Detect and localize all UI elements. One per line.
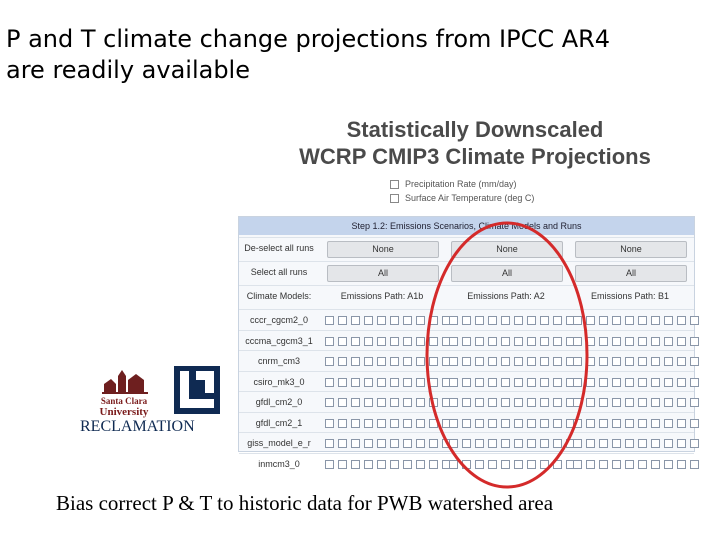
run-checkbox[interactable] [677,357,686,366]
run-checkbox[interactable] [690,337,699,346]
reclamation-wordmark: RECLAMATION [80,418,195,435]
path-a2-header: Emissions Path: A2 [467,291,545,301]
run-checkbox[interactable] [638,439,647,448]
run-checkbox[interactable] [664,316,673,325]
run-checkbox[interactable] [625,337,634,346]
run-checkbox[interactable] [599,398,608,407]
deselect-label: De-select all runs [244,243,314,253]
run-checkbox[interactable] [364,378,373,387]
run-checkbox[interactable] [651,316,660,325]
select-label: Select all runs [250,267,308,277]
slide-caption: Bias correct P & T to historic data for PWB watershed area [56,491,554,515]
run-checkbox[interactable] [351,357,360,366]
run-checkbox[interactable] [377,357,386,366]
run-checkbox[interactable] [325,419,334,428]
run-checkbox[interactable] [338,357,347,366]
model-name: giss_model_e_r [247,438,311,448]
precip-checkbox[interactable] [390,180,399,189]
run-checkbox[interactable] [403,316,412,325]
run-checkbox-group [573,337,699,346]
run-checkbox[interactable] [351,439,360,448]
run-checkbox[interactable] [338,337,347,346]
model-name: csiro_mk3_0 [253,376,305,387]
run-checkbox[interactable] [377,439,386,448]
run-checkbox[interactable] [390,378,399,387]
variable-option-temp[interactable] [390,193,534,203]
run-checkbox[interactable] [390,419,399,428]
run-checkbox[interactable] [638,378,647,387]
run-checkbox[interactable] [390,439,399,448]
run-checkbox[interactable] [651,398,660,407]
run-checkbox[interactable] [664,337,673,346]
temp-label: Surface Air Temperature (deg C) [405,193,535,203]
run-checkbox-group [573,357,699,366]
run-checkbox[interactable] [625,460,634,469]
run-checkbox[interactable] [364,419,373,428]
run-checkbox[interactable] [612,357,621,366]
run-checkbox[interactable] [364,316,373,325]
run-checkbox[interactable] [690,398,699,407]
run-checkbox[interactable] [351,419,360,428]
path-b1-header: Emissions Path: B1 [590,291,670,301]
run-checkbox[interactable] [390,337,399,346]
none-button-a2[interactable]: None [451,241,563,258]
run-checkbox[interactable] [625,316,634,325]
run-checkbox[interactable] [599,337,608,346]
run-checkbox[interactable] [625,398,634,407]
run-checkbox[interactable] [664,378,673,387]
run-checkbox[interactable] [651,337,660,346]
run-checkbox[interactable] [625,378,634,387]
run-checkbox[interactable] [403,337,412,346]
none-button-a1b[interactable]: None [327,241,439,258]
run-checkbox[interactable] [638,460,647,469]
run-checkbox[interactable] [325,398,334,407]
run-checkbox[interactable] [403,419,412,428]
run-checkbox[interactable] [364,398,373,407]
model-name: cnrm_cm3 [257,356,300,366]
run-checkbox[interactable] [338,439,347,448]
screenshot-title [255,116,695,170]
run-checkbox[interactable] [690,378,699,387]
run-checkbox[interactable] [338,316,347,325]
run-checkbox[interactable] [664,439,673,448]
run-checkbox-group [573,398,699,407]
run-checkbox[interactable] [638,398,647,407]
run-checkbox[interactable] [377,378,386,387]
run-checkbox[interactable] [364,357,373,366]
model-name: cccr_cgcm2_0 [249,315,309,325]
svg-text:University: University [99,406,149,418]
model-name: gfdl_cm2_0 [255,397,303,407]
run-checkbox[interactable] [677,419,686,428]
run-checkbox[interactable] [390,398,399,407]
run-checkbox[interactable] [664,357,673,366]
path-a1b-header: Emissions Path: A1b [340,291,424,301]
run-checkbox[interactable] [364,460,373,469]
run-checkbox[interactable] [403,378,412,387]
run-checkbox[interactable] [403,439,412,448]
run-checkbox[interactable] [690,460,699,469]
run-checkbox[interactable] [377,398,386,407]
run-checkbox[interactable] [364,337,373,346]
run-checkbox[interactable] [677,337,686,346]
santa-clara-university-logo [84,362,164,420]
run-checkbox-group [573,460,699,469]
run-checkbox[interactable] [612,337,621,346]
run-checkbox[interactable] [677,460,686,469]
run-checkbox[interactable] [651,460,660,469]
run-checkbox[interactable] [651,357,660,366]
run-checkbox[interactable] [638,316,647,325]
none-button-b1[interactable]: None [575,241,687,258]
run-checkbox[interactable] [677,378,686,387]
run-checkbox[interactable] [338,460,347,469]
run-checkbox[interactable] [390,460,399,469]
all-button-a1b[interactable]: All [327,265,439,282]
model-name: gfdl_cm2_1 [255,417,303,428]
slide-title [6,24,706,86]
slide-title-line1: P and T climate change projections from IPCC AR4 [6,25,611,53]
run-checkbox[interactable] [599,439,608,448]
precip-label: Precipitation Rate (mm/day) [405,179,517,189]
run-checkbox[interactable] [325,378,334,387]
run-checkbox[interactable] [390,316,399,325]
run-checkbox[interactable] [677,398,686,407]
run-checkbox[interactable] [625,357,634,366]
reclamation-logo [174,366,220,414]
run-checkbox[interactable] [403,460,412,469]
all-button-b1[interactable]: All [575,265,687,282]
run-checkbox[interactable] [690,439,699,448]
run-checkbox[interactable] [664,398,673,407]
run-checkbox[interactable] [651,439,660,448]
screenshot-title-line2: WCRP CMIP3 Climate Projections [299,144,651,169]
run-checkbox[interactable] [338,398,347,407]
run-checkbox-group [573,419,699,428]
run-checkbox[interactable] [677,439,686,448]
screenshot-title-line1: Statistically Downscaled [346,117,604,142]
run-checkbox[interactable] [690,419,699,428]
run-checkbox[interactable] [612,316,621,325]
run-checkbox[interactable] [325,337,334,346]
run-checkbox[interactable] [325,316,334,325]
model-name: cccma_cgcm3_1 [245,335,313,346]
run-checkbox[interactable] [351,460,360,469]
run-checkbox[interactable] [638,357,647,366]
run-checkbox[interactable] [377,337,386,346]
run-checkbox[interactable] [651,419,660,428]
run-checkbox[interactable] [351,398,360,407]
run-checkbox[interactable] [612,460,621,469]
run-checkbox[interactable] [377,316,386,325]
highlight-ellipse [424,219,590,491]
temp-checkbox[interactable] [390,194,399,203]
run-checkbox[interactable] [625,419,634,428]
run-checkbox[interactable] [612,378,621,387]
run-checkbox[interactable] [403,357,412,366]
run-checkbox[interactable] [377,460,386,469]
run-checkbox[interactable] [338,419,347,428]
run-checkbox[interactable] [377,419,386,428]
run-checkbox[interactable] [390,357,399,366]
run-checkbox-group [573,439,699,448]
run-checkbox[interactable] [338,378,347,387]
run-checkbox[interactable] [599,460,608,469]
svg-text:Santa Clara: Santa Clara [100,396,148,406]
run-checkbox[interactable] [599,419,608,428]
run-checkbox[interactable] [638,337,647,346]
run-checkbox[interactable] [599,316,608,325]
variable-option-precip[interactable] [390,179,517,189]
run-checkbox[interactable] [612,439,621,448]
all-button-a2[interactable]: All [451,265,563,282]
run-checkbox[interactable] [690,357,699,366]
run-checkbox[interactable] [612,398,621,407]
run-checkbox[interactable] [351,378,360,387]
run-checkbox-group [573,316,699,325]
run-checkbox-group [573,378,699,387]
run-checkbox[interactable] [651,378,660,387]
run-checkbox[interactable] [403,398,412,407]
run-checkbox[interactable] [664,419,673,428]
run-checkbox[interactable] [625,439,634,448]
run-checkbox[interactable] [664,460,673,469]
step-header: Step 1.2: Emissions Scenarios, Climate Models and Runs [239,217,694,235]
run-checkbox[interactable] [638,419,647,428]
run-checkbox[interactable] [599,357,608,366]
run-checkbox[interactable] [325,439,334,448]
run-checkbox[interactable] [677,316,686,325]
run-checkbox[interactable] [599,378,608,387]
climate-models-label: Climate Models: [246,291,312,301]
run-checkbox[interactable] [351,337,360,346]
run-checkbox[interactable] [690,316,699,325]
slide-title-line2: are readily available [6,56,250,84]
run-checkbox[interactable] [325,460,334,469]
run-checkbox[interactable] [325,357,334,366]
model-name: inmcm3_0 [258,458,300,469]
run-checkbox[interactable] [612,419,621,428]
run-checkbox[interactable] [364,439,373,448]
run-checkbox[interactable] [351,316,360,325]
